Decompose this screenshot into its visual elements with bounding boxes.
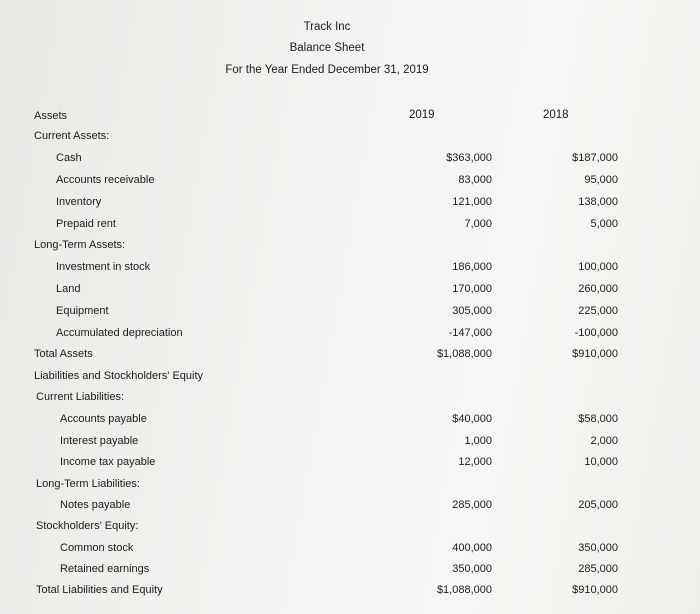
- row-label: Equipment: [56, 305, 109, 317]
- row-label: Land: [56, 283, 81, 295]
- statement-title: Balance Sheet: [289, 42, 365, 54]
- table-row: [0, 110, 700, 128]
- row-label: Long-Term Assets:: [34, 239, 126, 251]
- table-row: [0, 305, 700, 323]
- value-2018: 205,000: [578, 499, 618, 511]
- value-2018: $187,000: [572, 152, 618, 164]
- value-2019: 400,000: [452, 542, 492, 554]
- value-2018: $910,000: [572, 348, 618, 360]
- table-row: [0, 435, 700, 453]
- table-row: [0, 499, 700, 517]
- value-2019: $40,000: [452, 413, 492, 425]
- value-2019: $1,088,000: [436, 584, 492, 596]
- value-2018: 5,000: [590, 218, 618, 230]
- table-row: [0, 218, 700, 236]
- value-2019: 83,000: [458, 174, 492, 186]
- row-label: Income tax payable: [60, 456, 156, 468]
- value-2018: $58,000: [578, 413, 618, 425]
- statement-period: For the Year Ended December 31, 2019: [225, 64, 429, 76]
- row-label: Liabilities and Stockholders' Equity: [34, 370, 204, 382]
- value-2018: -100,000: [574, 327, 618, 339]
- table-row: [0, 413, 700, 431]
- table-row: [0, 584, 700, 602]
- value-2019: 121,000: [452, 196, 492, 208]
- table-row: [0, 542, 700, 560]
- value-2019: 305,000: [452, 305, 492, 317]
- row-label: Assets: [34, 110, 68, 122]
- table-row: [0, 327, 700, 345]
- table-row: [0, 174, 700, 192]
- value-2018: 10,000: [584, 456, 618, 468]
- table-row: [0, 391, 700, 409]
- value-2018: 350,000: [578, 542, 618, 554]
- value-2018: 2,000: [590, 435, 618, 447]
- value-2019: 7,000: [464, 218, 492, 230]
- value-2018: 285,000: [578, 563, 618, 575]
- value-2019: 285,000: [452, 499, 492, 511]
- value-2018: 260,000: [578, 283, 618, 295]
- row-label: Cash: [56, 152, 82, 164]
- value-2018: 95,000: [584, 174, 618, 186]
- value-2019: 170,000: [452, 283, 492, 295]
- value-2018: 225,000: [578, 305, 618, 317]
- row-label: Common stock: [60, 542, 134, 554]
- value-2019: 1,000: [464, 435, 492, 447]
- row-label: Accounts receivable: [56, 174, 155, 186]
- table-row: [0, 130, 700, 148]
- row-label: Inventory: [56, 196, 102, 208]
- table-row: [0, 239, 700, 257]
- table-row: [0, 283, 700, 301]
- value-2019: -147,000: [448, 327, 492, 339]
- table-row: [0, 261, 700, 279]
- value-2019: $1,088,000: [436, 348, 492, 360]
- table-row: [0, 456, 700, 474]
- row-label: Retained earnings: [60, 563, 150, 575]
- table-row: [0, 478, 700, 496]
- table-row: [0, 370, 700, 388]
- table-row: [0, 196, 700, 214]
- table-row: [0, 152, 700, 170]
- value-2018: 138,000: [578, 196, 618, 208]
- row-label: Long-Term Liabilities:: [36, 478, 140, 490]
- row-label: Current Liabilities:: [36, 391, 125, 403]
- value-2018: $910,000: [572, 584, 618, 596]
- table-row: [0, 520, 700, 538]
- company-name: Track Inc: [303, 21, 351, 33]
- row-label: Investment in stock: [56, 261, 151, 273]
- column-header-2019: 2019: [409, 109, 435, 121]
- row-label: Stockholders' Equity:: [36, 520, 139, 532]
- value-2019: 12,000: [458, 456, 492, 468]
- value-2018: 100,000: [578, 261, 618, 273]
- row-label: Total Liabilities and Equity: [36, 584, 163, 596]
- column-header-2018: 2018: [543, 109, 569, 121]
- row-label: Accounts payable: [60, 413, 147, 425]
- value-2019: 186,000: [452, 261, 492, 273]
- value-2019: 350,000: [452, 563, 492, 575]
- table-row: [0, 348, 700, 366]
- row-label: Notes payable: [60, 499, 131, 511]
- row-label: Total Assets: [34, 348, 93, 360]
- value-2019: $363,000: [446, 152, 492, 164]
- row-label: Accumulated depreciation: [56, 327, 183, 339]
- table-row: [0, 563, 700, 581]
- row-label: Prepaid rent: [56, 218, 116, 230]
- row-label: Interest payable: [60, 435, 139, 447]
- row-label: Current Assets:: [34, 130, 110, 142]
